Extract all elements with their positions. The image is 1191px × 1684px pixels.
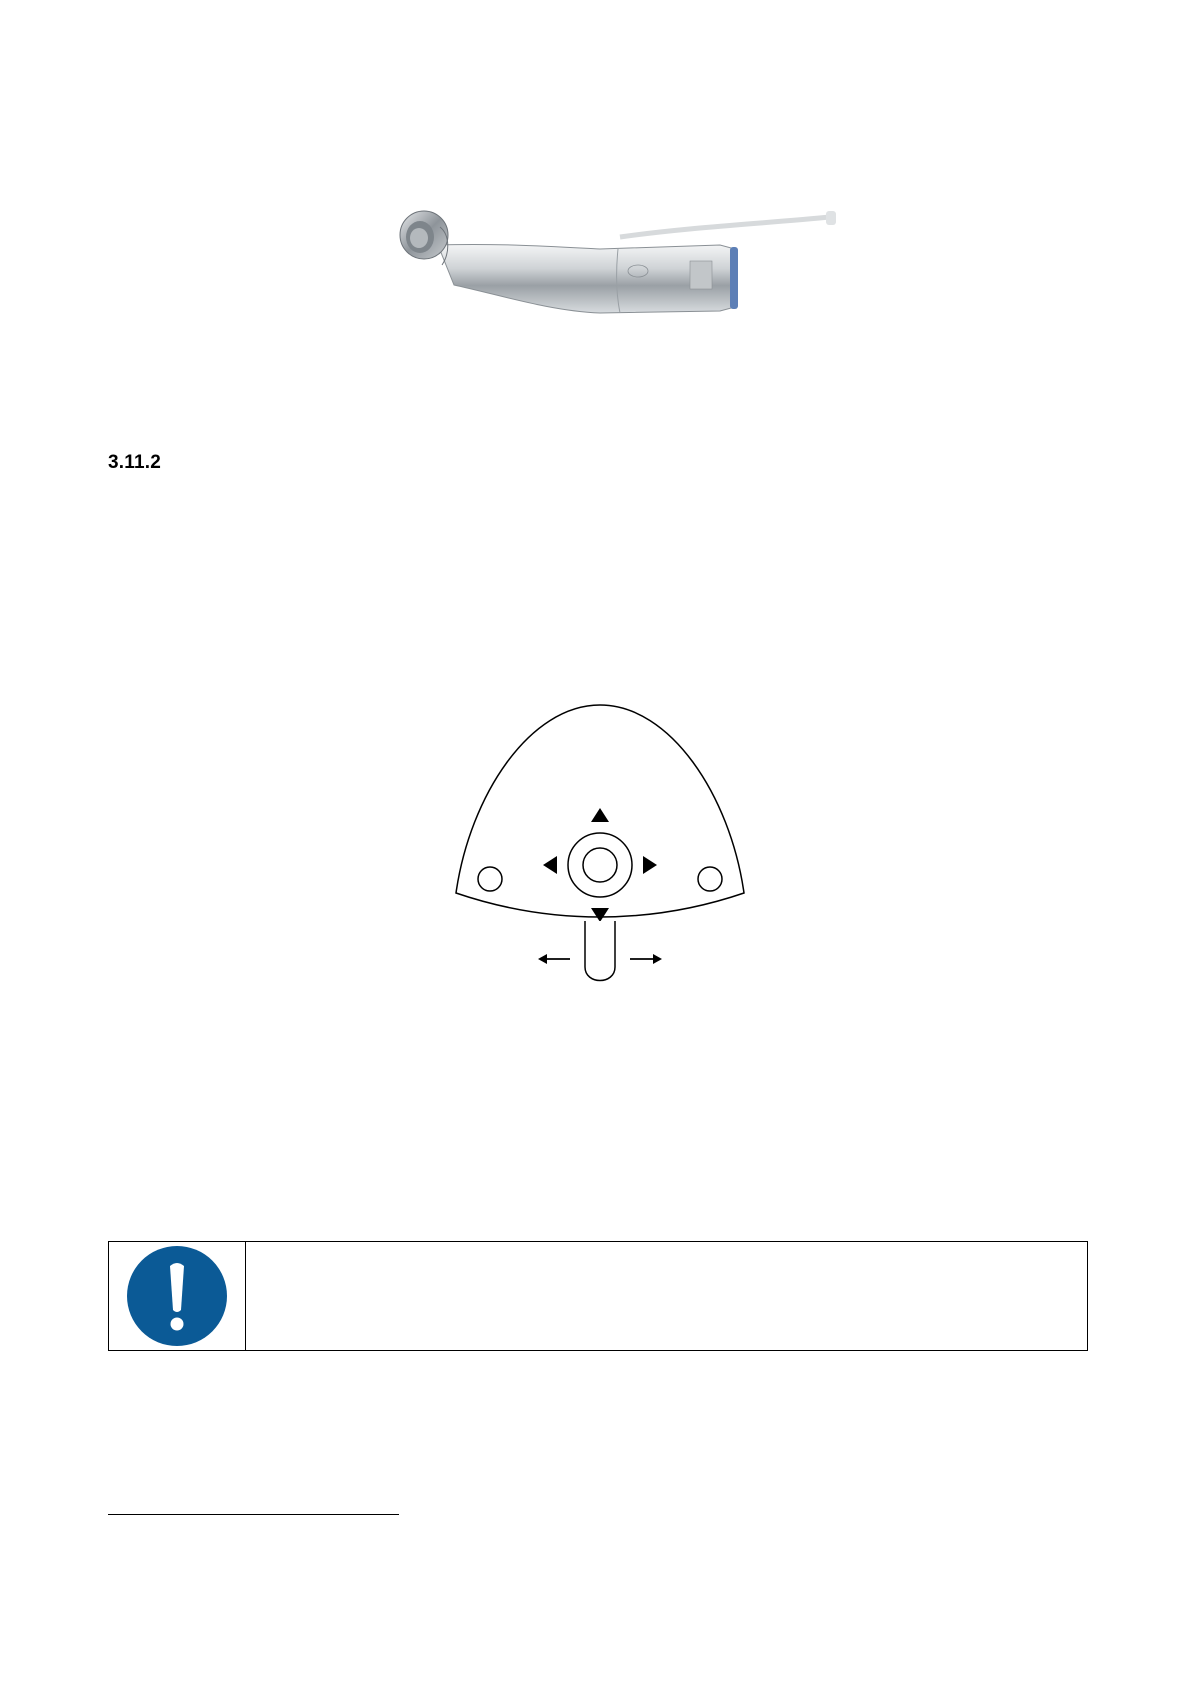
footnote-separator <box>108 1514 399 1515</box>
foot-control-diagram <box>450 695 750 990</box>
notice-box <box>108 1241 1088 1351</box>
notice-text-cell <box>246 1242 1087 1350</box>
handpiece-image <box>390 205 840 335</box>
notice-icon-cell <box>109 1242 246 1350</box>
section-number: 3.11.2 <box>108 452 161 473</box>
right-button <box>698 867 722 891</box>
center-ring-inner <box>583 848 617 882</box>
left-button <box>478 867 502 891</box>
lever-left-arrow-icon <box>538 954 547 964</box>
mandatory-action-icon <box>125 1244 229 1348</box>
lever-right-arrow-icon <box>653 954 662 964</box>
pedal-lever <box>585 921 615 981</box>
